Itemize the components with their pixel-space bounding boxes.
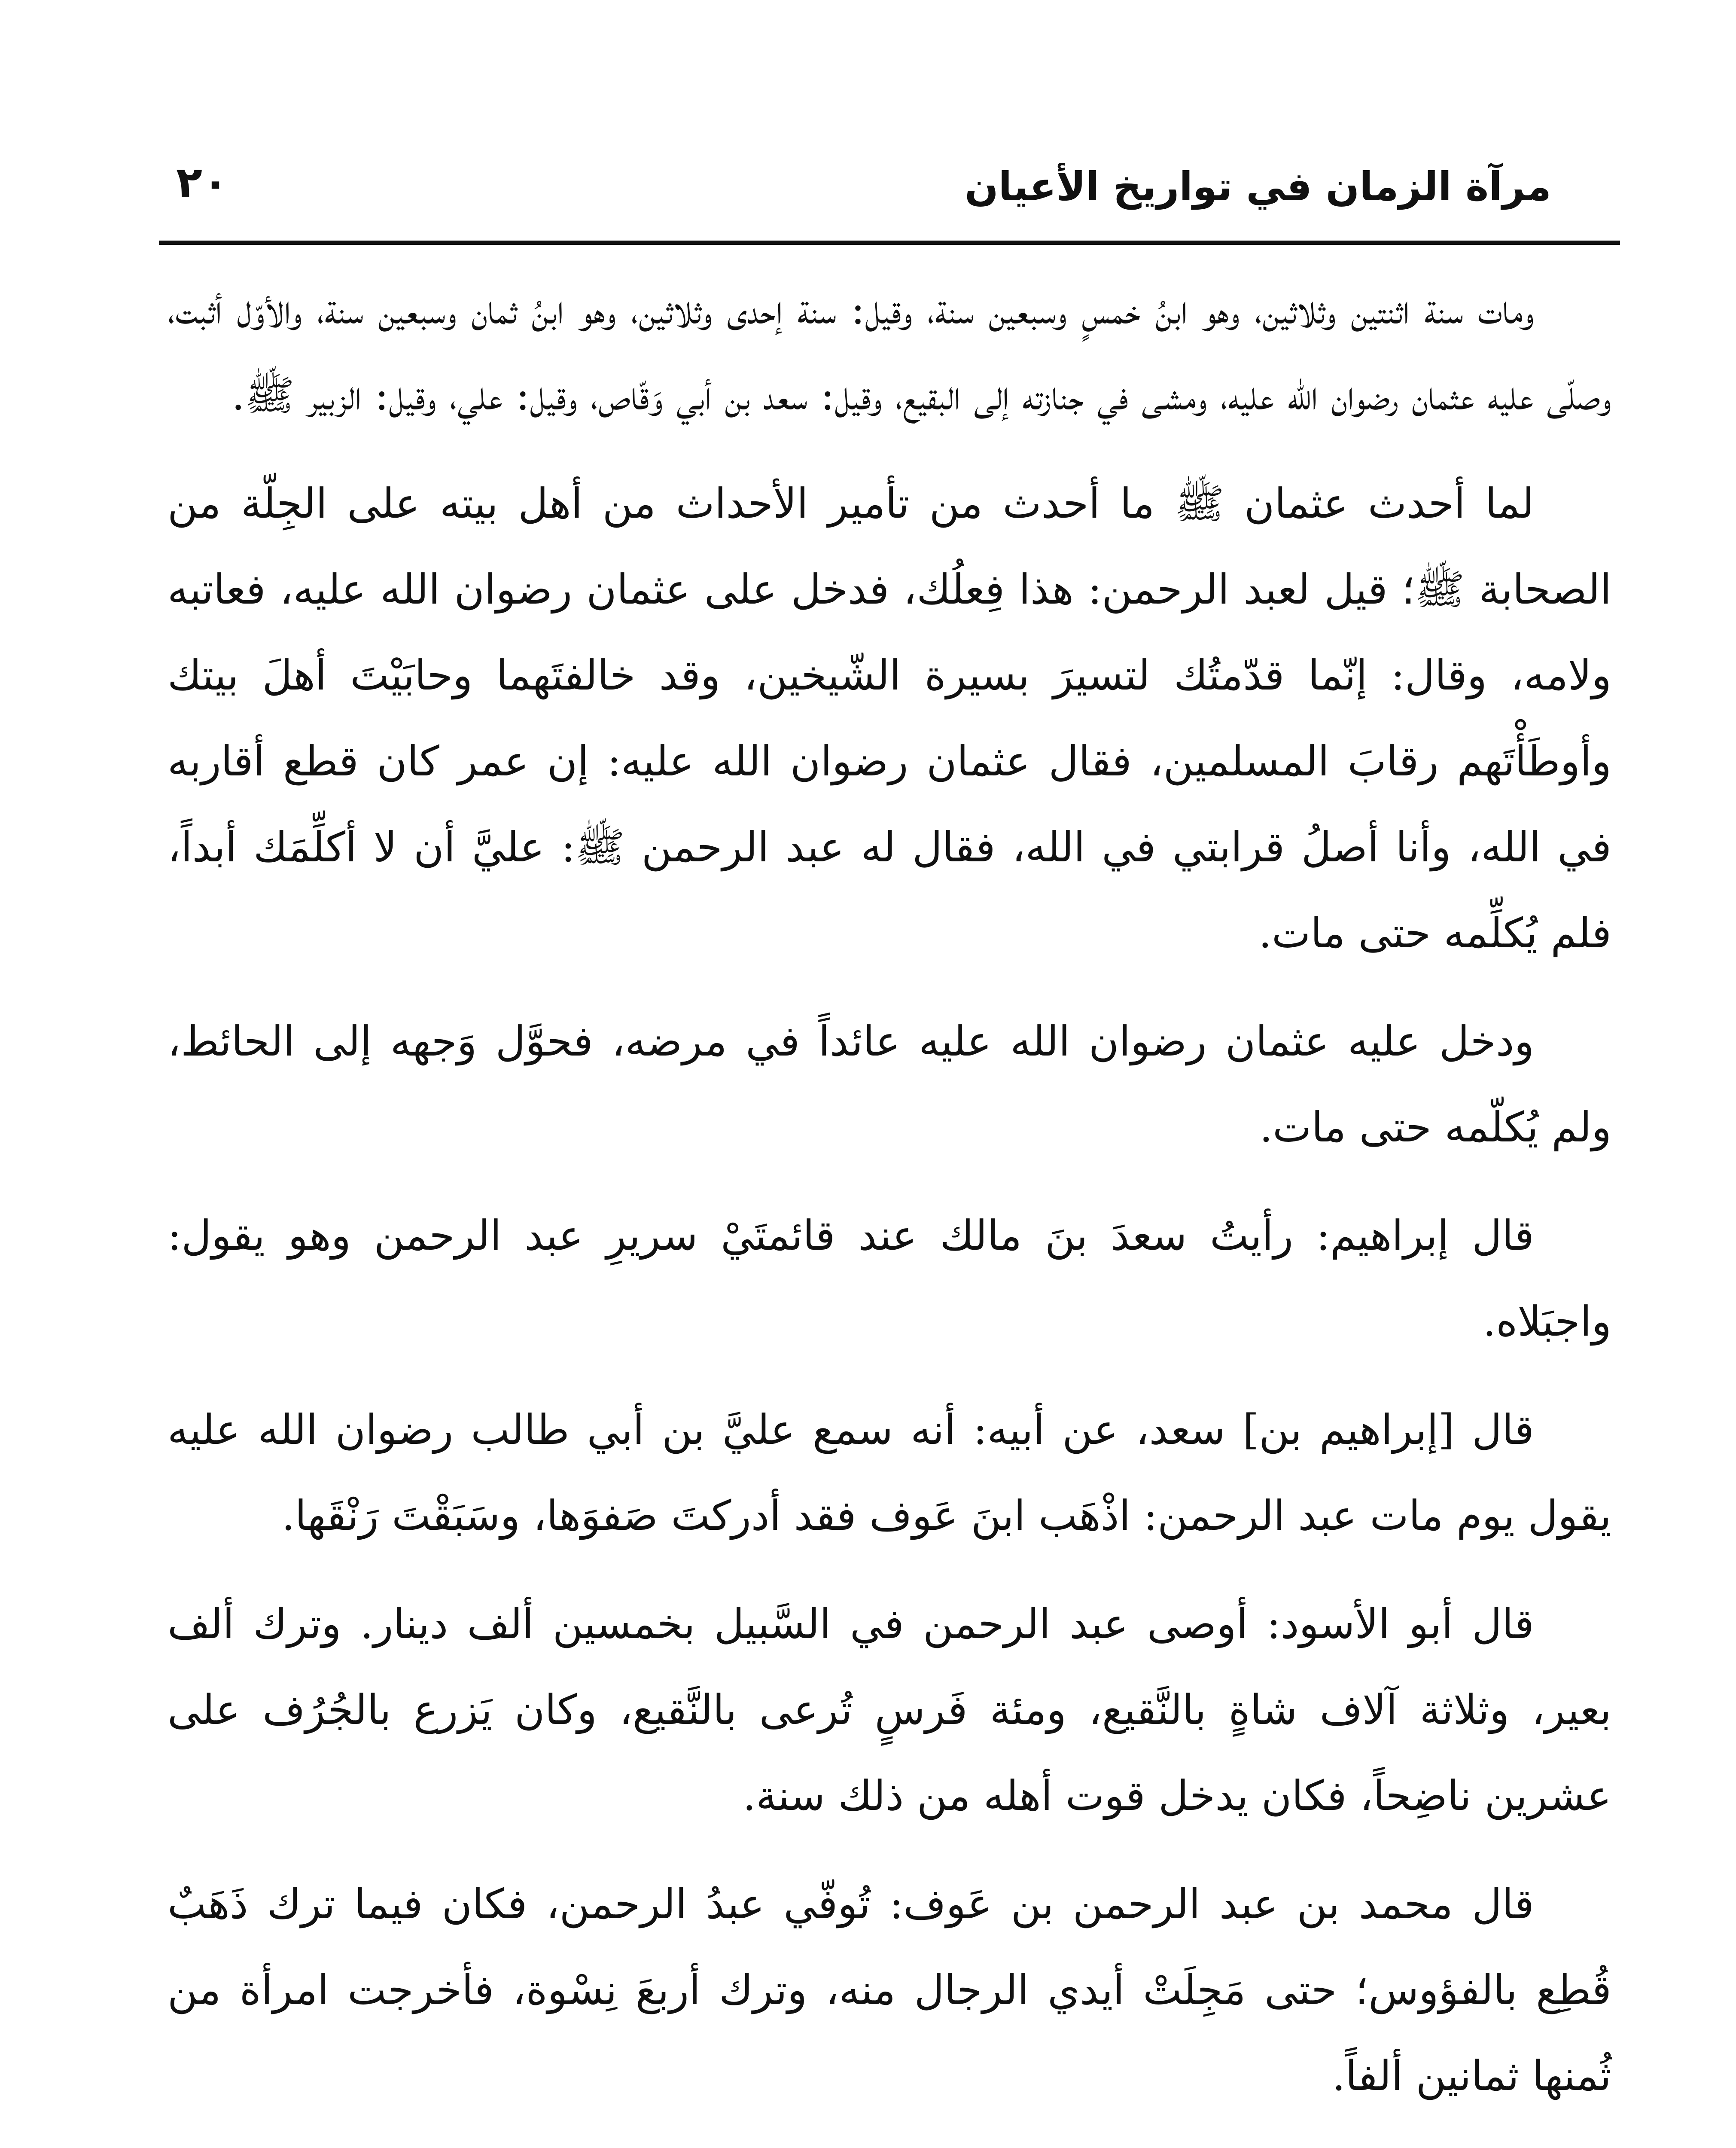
running-header xyxy=(159,146,1620,219)
paragraph-1: ومات سنة اثنتين وثلاثين، وهو ابنُ خمسٍ وسبعين سنة، وقيل: سنة إحدى وثلاثين، وهو ابنُ ثمان وسبعين سنة، والأوّل أثبت، وصلّى عليه عثمان رضوان الله عليه، ومشى في جنازته إلى البقيع، وقيل: سعد بن أبي وَقّاص، وقيل: علي، وقيل: الزبير ﷺ. xyxy=(168,285,1611,419)
body-text xyxy=(168,266,1611,2148)
paragraph-5: قال [إبراهيم بن] سعد، عن أبيه: أنه سمع عليَّ بن أبي طالب رضوان الله عليه يقول يوم مات عبد الرحمن: اذْهَب ابنَ عَوف فقد أدركتَ صَفوَها، وسَبَقْتَ رَنْقَها. xyxy=(168,1406,1611,1540)
paragraph-4: قال إبراهيم: رأيتُ سعدَ بنَ مالك عند قائمتَيْ سريرِ عبد الرحمن وهو يقول: واجبَلاه. xyxy=(168,1211,1611,1346)
paragraph-3: ودخل عليه عثمان رضوان الله عليه عائداً في مرضه، فحوَّل وَجهه إلى الحائط، ولم يُكلّمه حتى مات. xyxy=(168,1017,1611,1151)
book-title: مرآة الزمان في تواريخ الأعيان xyxy=(965,164,1551,210)
header-divider xyxy=(159,241,1620,245)
paragraph-6: قال أبو الأسود: أوصى عبد الرحمن في السَّبيل بخمسين ألف دينار. وترك ألف بعير، وثلاثة آلاف شاةٍ بالنَّقيع، ومئة فَرسٍ تُرعى بالنَّقيع، وكان يَزرع بالجُرُف على عشرين ناضِحاً، فكان يدخل قوت أهله من ذلك سنة. xyxy=(168,1600,1612,1820)
page-number: ٢٠ xyxy=(176,157,229,207)
paragraph-8 xyxy=(168,2141,1611,2148)
paragraph-2: لما أحدث عثمان ﷺ ما أحدث من تأمير الأحداث من أهل بيته على الجِلّة من الصحابة ﷺ؛ قيل لعبد الرحمن: هذا فِعلُك، فدخل على عثمان رضوان الله عليه، فعاتبه ولامه، وقال: إنّما قدّمتُك لتسيرَ بسيرة الشّيخين، وقد خالفتَهما وحابَيْتَ أهلَ بيتك وأوطَأْتَهم رقابَ المسلمين، فقال عثمان رضوان الله عليه: إن عمر كان قطع أقاربه في الله، وأنا أصلُ قرابتي في الله، فقال له عبد الرحمن ﷺ: عليَّ أن لا أكلِّمَك أبداً، فلم يُكلِّمه حتى مات. xyxy=(168,479,1611,957)
paragraph-7: قال محمد بن عبد الرحمن بن عَوف: تُوفّي عبدُ الرحمن، فكان فيما ترك ذَهَبٌ قُطِع بالفؤوس؛ حتى مَجِلَتْ أيدي الرجال منه، وترك أربعَ نِسْوة، فأخرجت امرأة من ثُمنها ثمانين ألفاً. xyxy=(168,1880,1612,2100)
